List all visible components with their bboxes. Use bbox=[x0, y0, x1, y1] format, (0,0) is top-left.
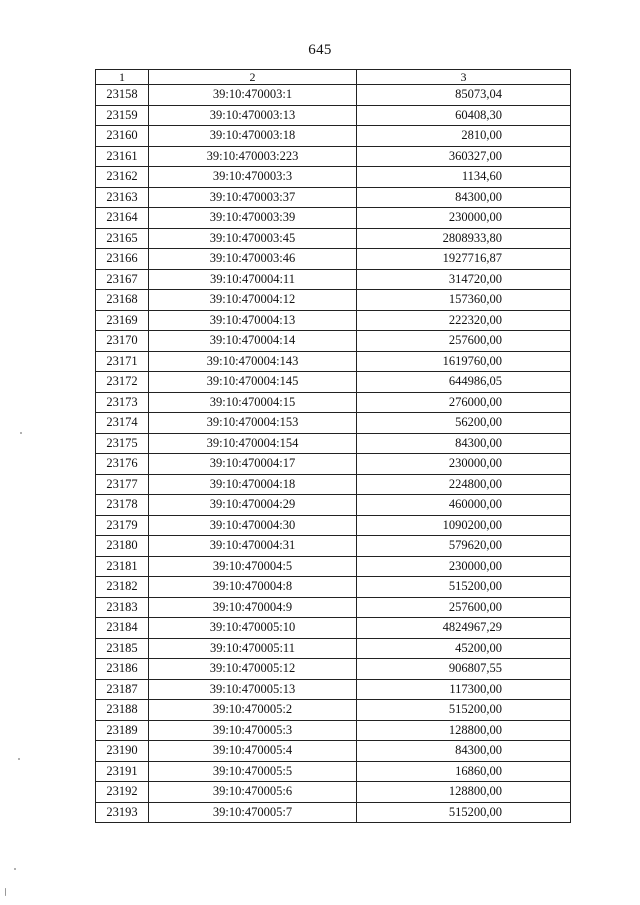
table-row bbox=[96, 269, 571, 290]
row-number-cell: 23162 bbox=[96, 167, 149, 188]
table-row bbox=[96, 392, 571, 413]
row-number-cell: 23178 bbox=[96, 495, 149, 516]
cadastral-number-cell: 39:10:470004:145 bbox=[149, 372, 357, 393]
cadastral-value-cell: 230000,00 bbox=[357, 208, 571, 229]
row-number-cell: 23169 bbox=[96, 310, 149, 331]
row-number-cell: 23159 bbox=[96, 105, 149, 126]
table-row bbox=[96, 597, 571, 618]
cadastral-value-cell: 117300,00 bbox=[357, 679, 571, 700]
cadastral-value-cell: 644986,05 bbox=[357, 372, 571, 393]
cadastral-value-cell: 230000,00 bbox=[357, 556, 571, 577]
table-row bbox=[96, 782, 571, 803]
cadastral-value-cell: 157360,00 bbox=[357, 290, 571, 311]
cadastral-value-cell: 85073,04 bbox=[357, 85, 571, 106]
cadastral-value-cell: 460000,00 bbox=[357, 495, 571, 516]
cadastral-number-cell: 39:10:470003:45 bbox=[149, 228, 357, 249]
cadastral-value-cell: 16860,00 bbox=[357, 761, 571, 782]
cadastral-number-cell: 39:10:470004:17 bbox=[149, 454, 357, 475]
cadastral-number-cell: 39:10:470003:1 bbox=[149, 85, 357, 106]
cadastral-number-cell: 39:10:470004:9 bbox=[149, 597, 357, 618]
row-number-cell: 23181 bbox=[96, 556, 149, 577]
table-row bbox=[96, 249, 571, 270]
cadastral-number-cell: 39:10:470004:31 bbox=[149, 536, 357, 557]
table-row bbox=[96, 105, 571, 126]
table-row bbox=[96, 146, 571, 167]
row-number-cell: 23166 bbox=[96, 249, 149, 270]
cadastral-value-cell: 257600,00 bbox=[357, 331, 571, 352]
cadastral-number-cell: 39:10:470005:10 bbox=[149, 618, 357, 639]
row-number-cell: 23182 bbox=[96, 577, 149, 598]
row-number-cell: 23176 bbox=[96, 454, 149, 475]
table-body bbox=[96, 85, 571, 823]
cadastral-number-cell: 39:10:470003:39 bbox=[149, 208, 357, 229]
row-number-cell: 23179 bbox=[96, 515, 149, 536]
table-row bbox=[96, 495, 571, 516]
row-number-cell: 23180 bbox=[96, 536, 149, 557]
cadastral-number-cell: 39:10:470004:8 bbox=[149, 577, 357, 598]
cadastral-value-cell: 515200,00 bbox=[357, 700, 571, 721]
table-row bbox=[96, 310, 571, 331]
cadastral-value-cell: 257600,00 bbox=[357, 597, 571, 618]
table-row bbox=[96, 372, 571, 393]
row-number-cell: 23193 bbox=[96, 802, 149, 823]
cadastral-value-cell: 56200,00 bbox=[357, 413, 571, 434]
cadastral-value-cell: 4824967,29 bbox=[357, 618, 571, 639]
row-number-cell: 23165 bbox=[96, 228, 149, 249]
table-header bbox=[96, 70, 571, 85]
cadastral-number-cell: 39:10:470003:223 bbox=[149, 146, 357, 167]
row-number-cell: 23172 bbox=[96, 372, 149, 393]
table-row bbox=[96, 413, 571, 434]
cadastral-number-cell: 39:10:470005:11 bbox=[149, 638, 357, 659]
row-number-cell: 23192 bbox=[96, 782, 149, 803]
cadastral-number-cell: 39:10:470004:14 bbox=[149, 331, 357, 352]
cadastral-value-cell: 515200,00 bbox=[357, 577, 571, 598]
row-number-cell: 23168 bbox=[96, 290, 149, 311]
cadastral-value-cell: 230000,00 bbox=[357, 454, 571, 475]
cadastral-number-cell: 39:10:470004:143 bbox=[149, 351, 357, 372]
table-row bbox=[96, 638, 571, 659]
row-number-cell: 23158 bbox=[96, 85, 149, 106]
cadastral-number-cell: 39:10:470004:15 bbox=[149, 392, 357, 413]
row-number-cell: 23187 bbox=[96, 679, 149, 700]
row-number-cell: 23184 bbox=[96, 618, 149, 639]
cadastral-number-cell: 39:10:470003:13 bbox=[149, 105, 357, 126]
scan-artifact-dot bbox=[5, 888, 6, 896]
row-number-cell: 23160 bbox=[96, 126, 149, 147]
scan-artifact-dot bbox=[18, 758, 20, 760]
page-number: 645 bbox=[308, 42, 332, 58]
table-row bbox=[96, 618, 571, 639]
cadastral-number-cell: 39:10:470003:3 bbox=[149, 167, 357, 188]
cadastral-number-cell: 39:10:470004:12 bbox=[149, 290, 357, 311]
cadastral-value-cell: 314720,00 bbox=[357, 269, 571, 290]
column-header-3: 3 bbox=[357, 70, 571, 85]
cadastral-value-cell: 222320,00 bbox=[357, 310, 571, 331]
cadastral-number-cell: 39:10:470004:5 bbox=[149, 556, 357, 577]
table-row bbox=[96, 741, 571, 762]
cadastral-value-cell: 1619760,00 bbox=[357, 351, 571, 372]
scan-artifact-dot bbox=[14, 868, 16, 870]
cadastral-value-cell: 360327,00 bbox=[357, 146, 571, 167]
table-row bbox=[96, 187, 571, 208]
cadastral-value-cell: 1090200,00 bbox=[357, 515, 571, 536]
cadastral-value-cell: 276000,00 bbox=[357, 392, 571, 413]
table-row bbox=[96, 290, 571, 311]
row-number-cell: 23185 bbox=[96, 638, 149, 659]
cadastral-value-cell: 515200,00 bbox=[357, 802, 571, 823]
cadastral-value-cell: 84300,00 bbox=[357, 433, 571, 454]
row-number-cell: 23188 bbox=[96, 700, 149, 721]
scan-artifact-dot bbox=[20, 432, 22, 434]
cadastral-value-cell: 84300,00 bbox=[357, 187, 571, 208]
cadastral-value-table bbox=[95, 69, 571, 823]
cadastral-value-cell: 2808933,80 bbox=[357, 228, 571, 249]
cadastral-value-cell: 2810,00 bbox=[357, 126, 571, 147]
table-row bbox=[96, 802, 571, 823]
table-row bbox=[96, 167, 571, 188]
row-number-cell: 23177 bbox=[96, 474, 149, 495]
cadastral-number-cell: 39:10:470005:5 bbox=[149, 761, 357, 782]
cadastral-number-cell: 39:10:470005:6 bbox=[149, 782, 357, 803]
row-number-cell: 23174 bbox=[96, 413, 149, 434]
column-header-1: 1 bbox=[96, 70, 149, 85]
table-row bbox=[96, 208, 571, 229]
row-number-cell: 23161 bbox=[96, 146, 149, 167]
cadastral-number-cell: 39:10:470005:4 bbox=[149, 741, 357, 762]
cadastral-number-cell: 39:10:470004:30 bbox=[149, 515, 357, 536]
cadastral-number-cell: 39:10:470005:2 bbox=[149, 700, 357, 721]
row-number-cell: 23175 bbox=[96, 433, 149, 454]
table-row bbox=[96, 577, 571, 598]
cadastral-number-cell: 39:10:470005:3 bbox=[149, 720, 357, 741]
cadastral-value-cell: 1927716,87 bbox=[357, 249, 571, 270]
row-number-cell: 23163 bbox=[96, 187, 149, 208]
header-row bbox=[96, 70, 571, 85]
table-row bbox=[96, 659, 571, 680]
table-row bbox=[96, 474, 571, 495]
cadastral-value-cell: 128800,00 bbox=[357, 720, 571, 741]
row-number-cell: 23167 bbox=[96, 269, 149, 290]
cadastral-number-cell: 39:10:470004:13 bbox=[149, 310, 357, 331]
table-row bbox=[96, 351, 571, 372]
row-number-cell: 23191 bbox=[96, 761, 149, 782]
cadastral-value-cell: 1134,60 bbox=[357, 167, 571, 188]
table-row bbox=[96, 700, 571, 721]
table-row bbox=[96, 228, 571, 249]
row-number-cell: 23173 bbox=[96, 392, 149, 413]
cadastral-value-cell: 579620,00 bbox=[357, 536, 571, 557]
cadastral-number-cell: 39:10:470005:12 bbox=[149, 659, 357, 680]
cadastral-number-cell: 39:10:470003:37 bbox=[149, 187, 357, 208]
table-row bbox=[96, 556, 571, 577]
cadastral-number-cell: 39:10:470004:29 bbox=[149, 495, 357, 516]
row-number-cell: 23170 bbox=[96, 331, 149, 352]
table-row bbox=[96, 126, 571, 147]
cadastral-value-cell: 224800,00 bbox=[357, 474, 571, 495]
cadastral-value-cell: 128800,00 bbox=[357, 782, 571, 803]
cadastral-number-cell: 39:10:470004:153 bbox=[149, 413, 357, 434]
table-row bbox=[96, 331, 571, 352]
cadastral-number-cell: 39:10:470005:13 bbox=[149, 679, 357, 700]
table-row bbox=[96, 85, 571, 106]
table-row bbox=[96, 720, 571, 741]
table-row bbox=[96, 454, 571, 475]
row-number-cell: 23183 bbox=[96, 597, 149, 618]
cadastral-value-cell: 45200,00 bbox=[357, 638, 571, 659]
cadastral-number-cell: 39:10:470004:154 bbox=[149, 433, 357, 454]
cadastral-value-cell: 84300,00 bbox=[357, 741, 571, 762]
table-row bbox=[96, 515, 571, 536]
cadastral-value-cell: 906807,55 bbox=[357, 659, 571, 680]
table-row bbox=[96, 761, 571, 782]
row-number-cell: 23164 bbox=[96, 208, 149, 229]
column-header-2: 2 bbox=[149, 70, 357, 85]
row-number-cell: 23190 bbox=[96, 741, 149, 762]
cadastral-number-cell: 39:10:470003:18 bbox=[149, 126, 357, 147]
cadastral-number-cell: 39:10:470003:46 bbox=[149, 249, 357, 270]
cadastral-number-cell: 39:10:470004:18 bbox=[149, 474, 357, 495]
row-number-cell: 23171 bbox=[96, 351, 149, 372]
cadastral-value-cell: 60408,30 bbox=[357, 105, 571, 126]
row-number-cell: 23189 bbox=[96, 720, 149, 741]
cadastral-number-cell: 39:10:470004:11 bbox=[149, 269, 357, 290]
table-row bbox=[96, 433, 571, 454]
table-row bbox=[96, 679, 571, 700]
table-row bbox=[96, 536, 571, 557]
row-number-cell: 23186 bbox=[96, 659, 149, 680]
cadastral-number-cell: 39:10:470005:7 bbox=[149, 802, 357, 823]
